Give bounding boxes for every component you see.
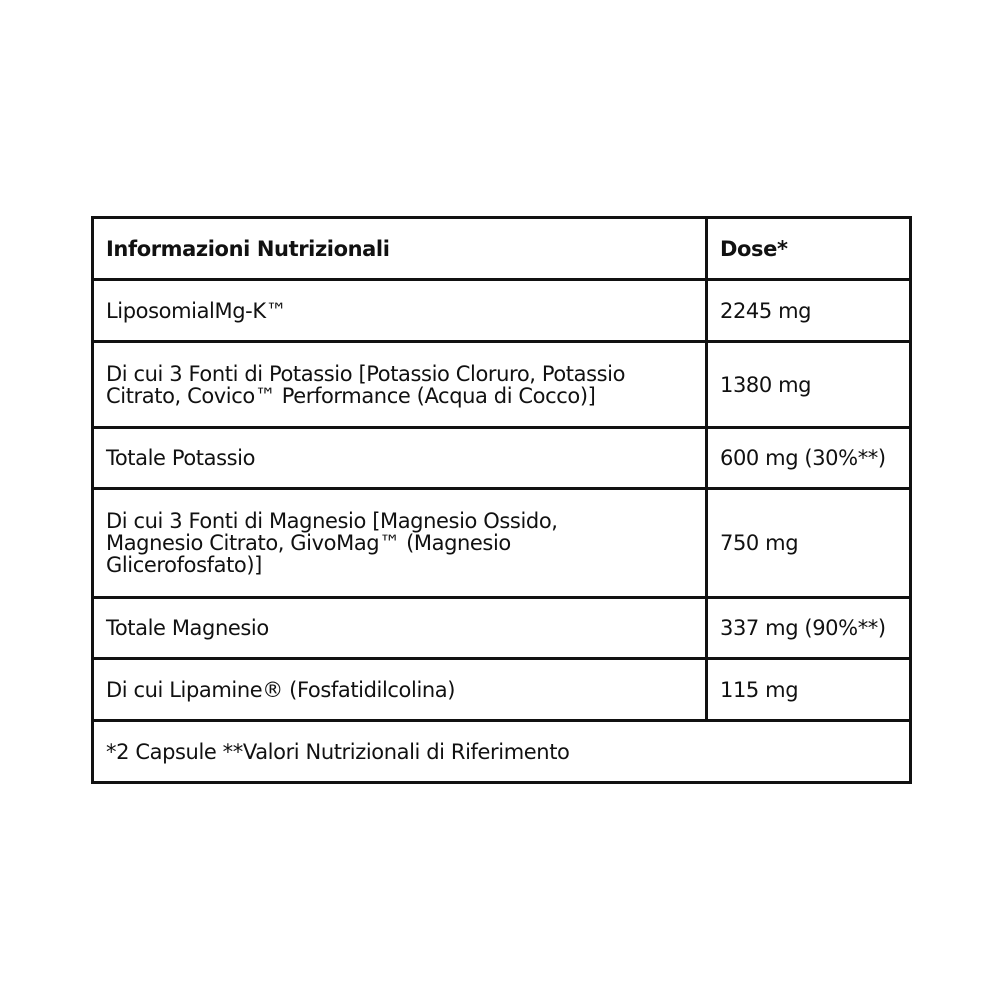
table-row — [93, 659, 911, 721]
header-dose: Dose* — [707, 218, 911, 280]
table-row — [93, 280, 911, 342]
row-label: Totale Magnesio — [93, 598, 707, 659]
row-label: Di cui 3 Fonti di Potassio [Potassio Cloruro, Potassio Citrato, Covico™ Performance (Acqua di Cocco)] — [93, 342, 707, 428]
row-dose: 750 mg — [707, 489, 911, 598]
table-header-row — [93, 218, 911, 280]
table-row — [93, 342, 911, 428]
row-dose: 337 mg (90%**) — [707, 598, 911, 659]
table-row — [93, 428, 911, 489]
row-label: LiposomialMg-K™ — [93, 280, 707, 342]
row-dose: 1380 mg — [707, 342, 911, 428]
row-label: Di cui Lipamine® (Fosfatidilcolina) — [93, 659, 707, 721]
nutrition-table — [91, 216, 912, 784]
table-footnote-row — [93, 721, 911, 783]
header-label: Informazioni Nutrizionali — [93, 218, 707, 280]
row-dose: 115 mg — [707, 659, 911, 721]
row-label: Di cui 3 Fonti di Magnesio [Magnesio Ossido, Magnesio Citrato, GivoMag™ (Magnesio Glicerofosfato)] — [93, 489, 707, 598]
row-label: Totale Potassio — [93, 428, 707, 489]
footnote: *2 Capsule **Valori Nutrizionali di Riferimento — [93, 721, 911, 783]
table-row — [93, 489, 911, 598]
row-dose: 600 mg (30%**) — [707, 428, 911, 489]
table-row — [93, 598, 911, 659]
row-dose: 2245 mg — [707, 280, 911, 342]
